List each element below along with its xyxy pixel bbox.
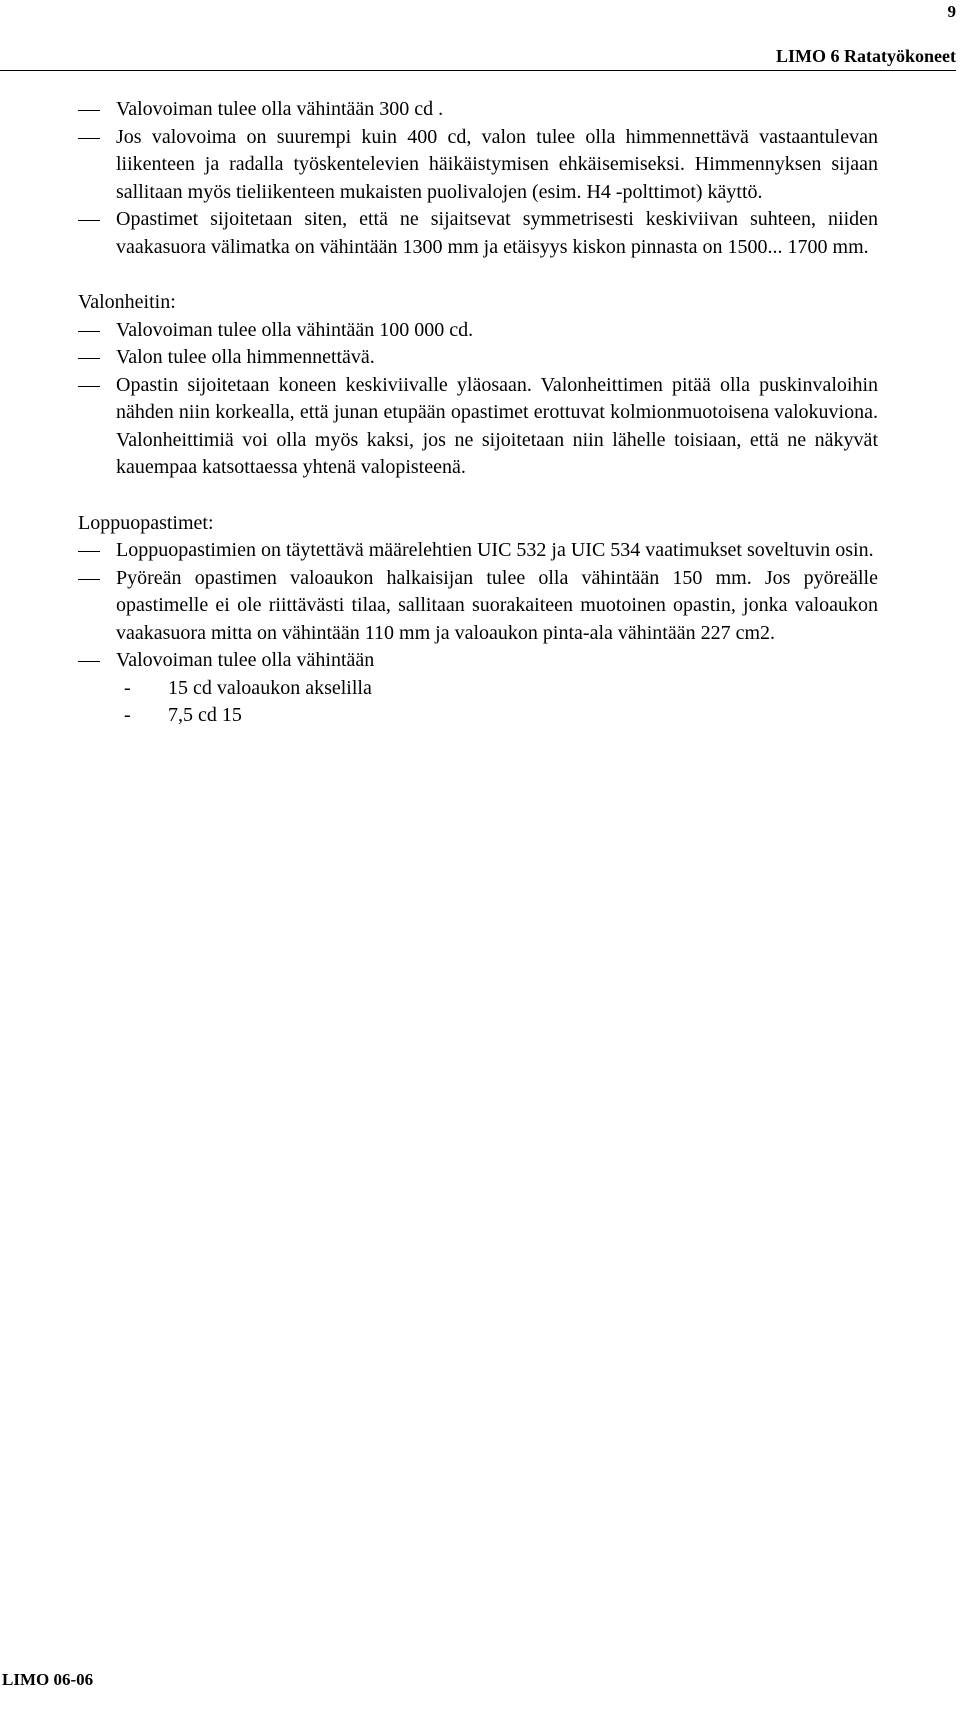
list-item-text: Opastimet sijoitetaan siten, että ne sijaitsevat symmetrisesti keskiviivan suhteen, niiden vaakasuora välimatka on vähintään 1300 mm ja etäisyys kiskon pinnasta on 1500... 1700 mm.: [116, 208, 878, 258]
list-item-text: Opastin sijoitetaan koneen keskiviivalle yläosaan. Valonheittimen pitää olla puskinvaloihin nähden niin korkealla, että junan etupään opastimet erottuvat kolmionmuotoisena valokuviona. Valonheittimiä voi olla myös kaksi, jos ne sijoitetaan niin lähelle toisiaan, että ne näkyvät kauempaa katsottaessa yhtenä valopisteenä.: [116, 373, 878, 478]
sub-list-item: [116, 702, 878, 730]
list-item: [78, 206, 878, 261]
bullet-list-loppuopastimet: [78, 537, 878, 730]
list-item: [78, 124, 878, 207]
sub-list-item: [116, 675, 878, 703]
list-item-text: Pyöreän opastimen valoaukon halkaisijan tulee olla vähintään 150 mm. Jos pyöreälle opastimelle ei ole riittävästi tilaa, sallitaan suorakaiteen muotoinen opastin, jonka valoaukon vaakasuora mitta on vähintään 110 mm ja valoaukon pinta-ala vähintään 227 cm2.: [116, 566, 878, 644]
page-number: 9: [947, 2, 956, 21]
list-item: [78, 372, 878, 482]
list-item-text: Jos valovoima on suurempi kuin 400 cd, valon tulee olla himmennettävä vastaantulevan liikenteen ja radalla työskentelevien häikäistymisen ehkäisemiseksi. Himmennyksen sijaan sallitaan myös tieliikenteen mukaisten puolivalojen (esim. H4 -polttimot) käyttö.: [116, 125, 878, 203]
document-body: [78, 96, 878, 730]
list-item-text: Loppuopastimien on täytettävä määrelehtien UIC 532 ja UIC 534 vaatimukset soveltuvin osin.: [116, 539, 874, 561]
list-item: [78, 96, 878, 124]
list-item: [78, 344, 878, 372]
sub-list-item-text: 15 cd valoaukon akselilla: [168, 676, 372, 699]
list-item: [78, 565, 878, 648]
header-rule: [0, 70, 956, 71]
list-item: [78, 647, 878, 730]
sub-list: [116, 675, 878, 730]
sub-bullet: -: [124, 704, 131, 726]
bullet-list-valonheitin: [78, 317, 878, 482]
bullet-list-section1: [78, 96, 878, 261]
list-item: [78, 537, 878, 565]
sub-list-item-text: 7,5 cd 15: [168, 704, 242, 726]
list-item-text: Valon tulee olla himmennettävä.: [116, 346, 375, 368]
list-item-text: Valovoiman tulee olla vähintään 100 000 cd.: [116, 318, 474, 341]
list-item: [78, 317, 878, 345]
list-item-text: Valovoiman tulee olla vähintään: [116, 649, 375, 671]
sub-bullet: -: [124, 676, 131, 699]
footer-code: LIMO 06-06: [2, 1670, 94, 1689]
section-heading-loppuopastimet: Loppuopastimet:: [78, 511, 214, 534]
running-header: LIMO 6 Ratatyökoneet: [776, 46, 956, 66]
section-heading-valonheitin: Valonheitin:: [78, 291, 176, 313]
list-item-text: Valovoiman tulee olla vähintään 300 cd .: [116, 98, 444, 120]
